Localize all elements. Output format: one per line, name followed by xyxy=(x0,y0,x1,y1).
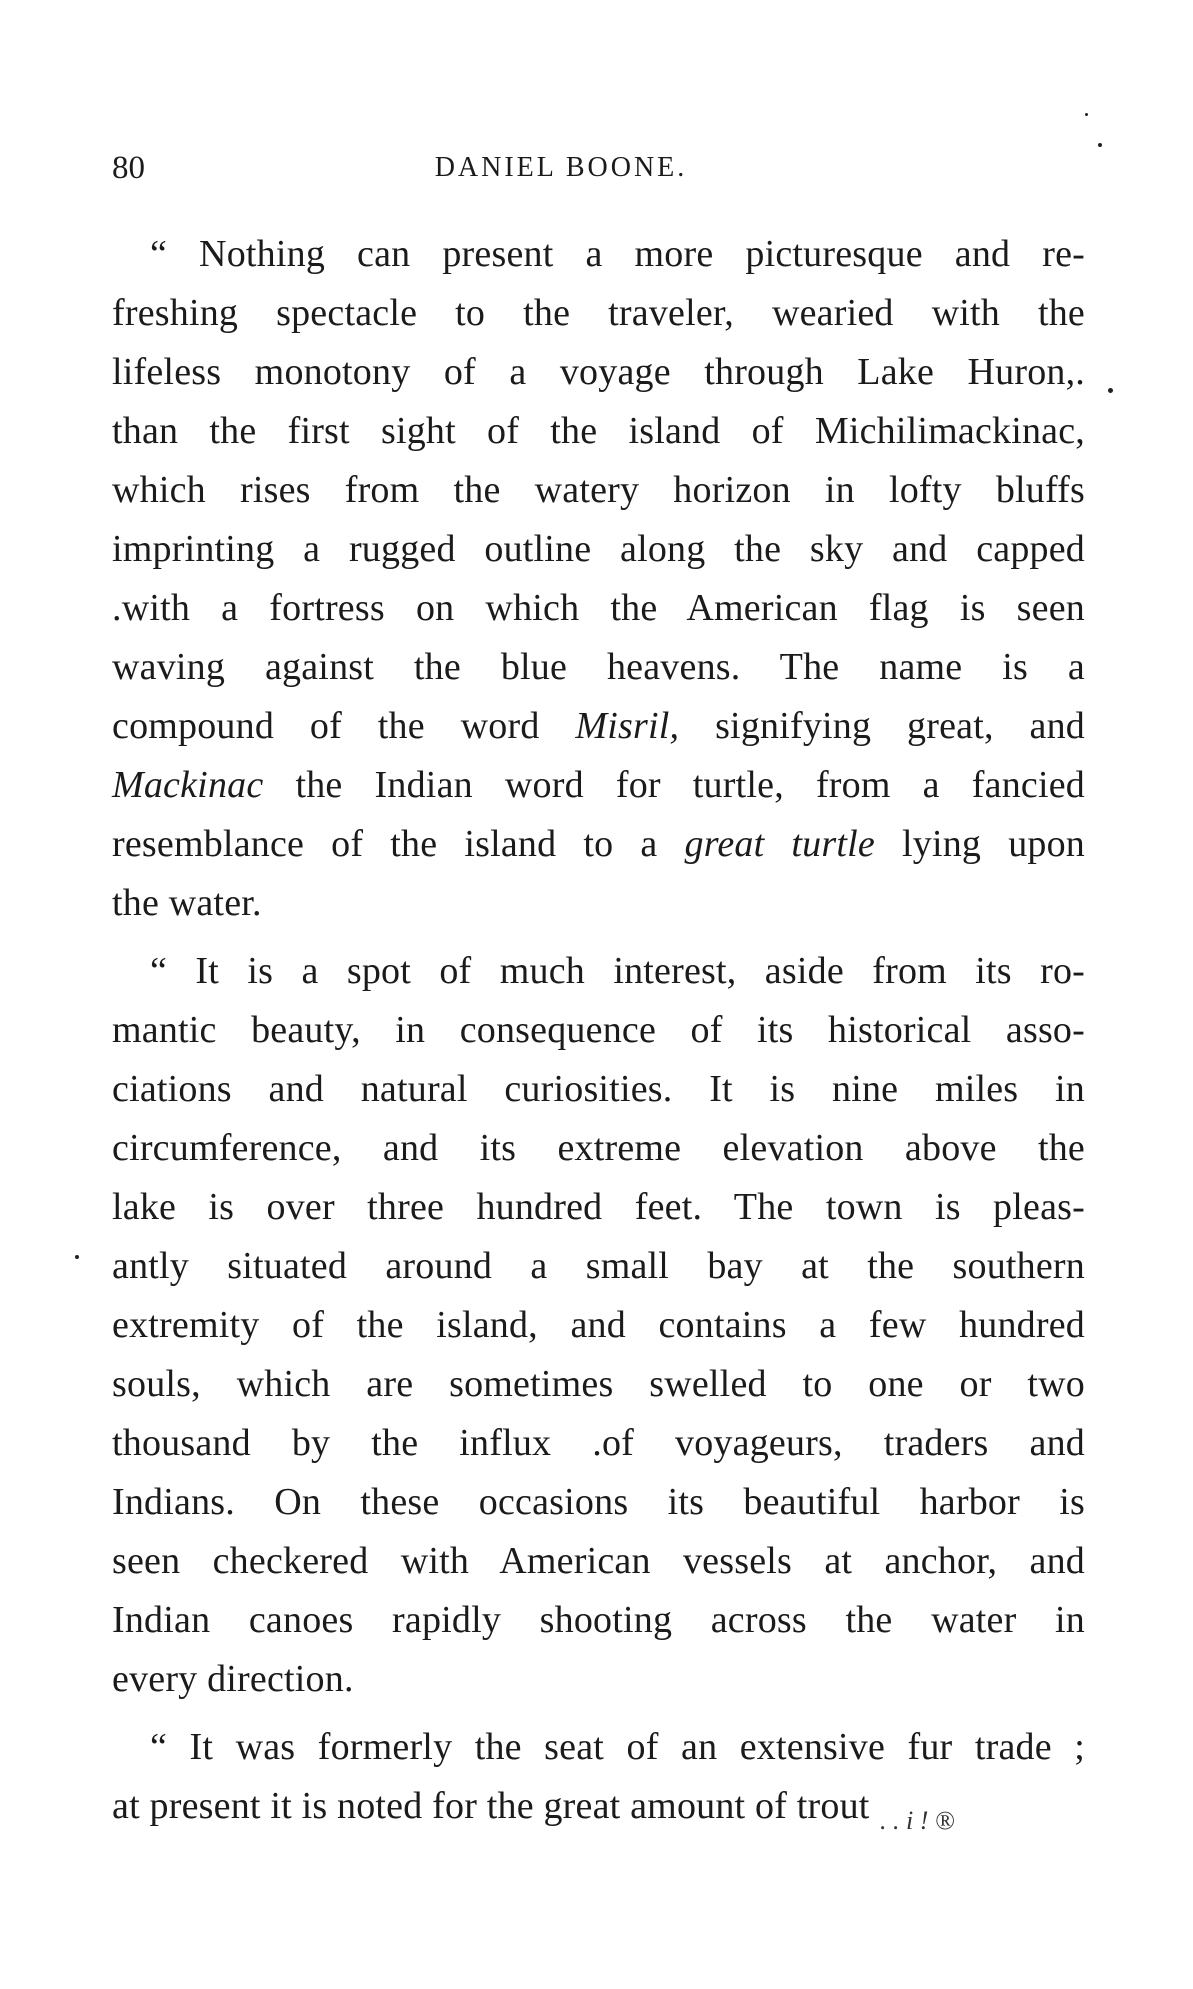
text-line xyxy=(112,1119,1085,1178)
text-run: “ It was formerly the seat of an extensive fur trade ; xyxy=(150,1726,1085,1768)
text-line xyxy=(112,1355,1085,1414)
text-line xyxy=(112,815,1085,874)
text-line xyxy=(112,402,1085,461)
text-run: than the first sight of the island of Michilimackinac, xyxy=(112,410,1085,452)
text-run: .with a fortress on which the American flag is seen xyxy=(112,587,1085,629)
text-line xyxy=(112,1296,1085,1355)
text-run: freshing spectacle to the traveler, wearied with the xyxy=(112,292,1085,334)
paragraph xyxy=(112,225,1085,933)
text-line xyxy=(112,1237,1085,1296)
page-title: DANIEL BOONE. xyxy=(434,152,688,183)
text-line xyxy=(112,520,1085,579)
scan-speck xyxy=(1085,113,1088,116)
text-line xyxy=(112,1532,1085,1591)
text-run: circumference, and its extreme elevation above the xyxy=(112,1127,1085,1169)
text-run: lake is over three hundred feet. The town is pleas- xyxy=(112,1186,1085,1228)
text-run: waving against the blue heavens. The name is a xyxy=(112,646,1085,688)
text-run: imprinting a rugged outline along the sky and capped xyxy=(112,528,1085,570)
italic-text: great turtle xyxy=(684,823,875,865)
text-line xyxy=(112,1414,1085,1473)
text-run: seen checkered with American vessels at anchor, and xyxy=(112,1540,1085,1582)
text-run: lifeless monotony of a voyage through Lake Huron,. xyxy=(112,351,1085,393)
text-run: thousand by the influx .of voyageurs, traders and xyxy=(112,1422,1085,1464)
scan-speck xyxy=(1108,388,1113,393)
scan-speck xyxy=(1098,143,1102,147)
text-line xyxy=(112,225,1085,284)
text-line xyxy=(112,1718,1085,1777)
text-run: the Indian word for turtle, from a fancied xyxy=(263,764,1085,806)
text-line xyxy=(112,1473,1085,1532)
text-run: the water. xyxy=(112,882,262,924)
text-line xyxy=(112,638,1085,697)
text-line xyxy=(112,697,1085,756)
text-line xyxy=(112,1650,1085,1709)
text-run: signifying great, and xyxy=(679,705,1085,747)
text-line xyxy=(112,284,1085,343)
body-text xyxy=(112,225,1085,1836)
text-run: ciations and natural curiosities. It is nine miles in xyxy=(112,1068,1085,1110)
paragraph xyxy=(112,942,1085,1709)
text-line xyxy=(112,579,1085,638)
scan-speck xyxy=(75,1255,79,1259)
italic-text: Misril, xyxy=(575,705,680,747)
paragraph-gap xyxy=(112,1709,1085,1718)
text-run: “ It is a spot of much interest, aside from its ro- xyxy=(150,950,1085,992)
text-line xyxy=(112,1178,1085,1237)
text-run: souls, which are sometimes swelled to one or two xyxy=(112,1363,1085,1405)
text-run: which rises from the watery horizon in lofty bluffs xyxy=(112,469,1085,511)
text-line xyxy=(112,461,1085,520)
text-run: every direction. xyxy=(112,1658,354,1700)
paragraph-gap xyxy=(112,933,1085,942)
text-run: extremity of the island, and contains a few hundred xyxy=(112,1304,1085,1346)
text-line xyxy=(112,343,1085,402)
text-line xyxy=(112,874,1085,933)
text-run: resemblance of the island to a xyxy=(112,823,685,865)
text-run: antly situated around a small bay at the southern xyxy=(112,1245,1085,1287)
text-run: lying upon xyxy=(874,823,1085,865)
text-line xyxy=(112,756,1085,815)
text-line xyxy=(112,1001,1085,1060)
page-number: 80 xyxy=(112,150,145,186)
text-run: compound of the word xyxy=(112,705,576,747)
text-run: at present it is noted for the great amount of trout xyxy=(112,1785,870,1827)
running-head xyxy=(112,148,1090,188)
text-run: Indian canoes rapidly shooting across the water in xyxy=(112,1599,1085,1641)
text-line xyxy=(112,1060,1085,1119)
italic-text: Mackinac xyxy=(112,764,264,806)
library-mark: . . i ! ® xyxy=(880,1806,955,1835)
text-run: mantic beauty, in consequence of its historical asso- xyxy=(112,1009,1085,1051)
text-line xyxy=(112,942,1085,1001)
text-run: Indians. On these occasions its beautiful harbor is xyxy=(112,1481,1085,1523)
text-run: “ Nothing can present a more picturesque and re- xyxy=(150,233,1085,275)
text-line xyxy=(112,1591,1085,1650)
